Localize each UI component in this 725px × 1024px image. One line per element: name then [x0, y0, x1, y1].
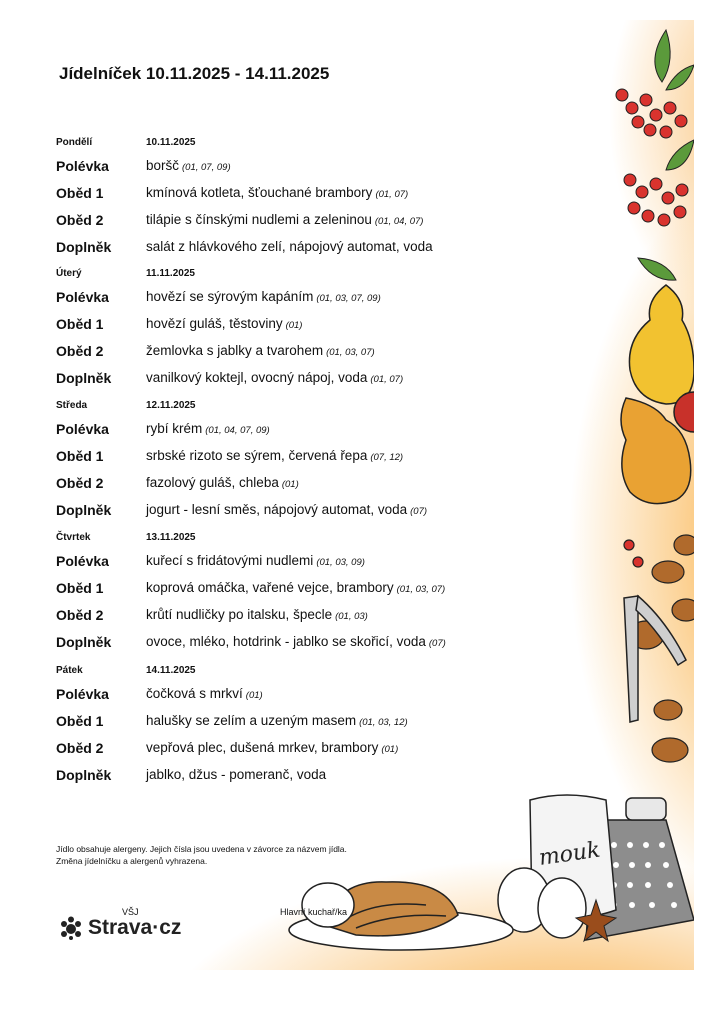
strava-logo	[59, 913, 181, 943]
day-name: Pondělí	[56, 137, 93, 148]
meal-dish	[146, 607, 368, 622]
allergen-codes: (07, 12)	[370, 452, 404, 463]
dish-name: halušky se zelím a uzeným masem	[146, 713, 357, 728]
dish-name: koprová omáčka, vařené vejce, brambory	[146, 580, 394, 595]
menu-page	[26, 20, 694, 970]
dish-name: jablko, džus - pomeranč, voda	[146, 767, 327, 782]
meal-label: Oběd 2	[56, 740, 104, 756]
meal-dish	[146, 767, 326, 782]
allergen-note	[56, 843, 347, 867]
dish-name: kuřecí s fridátovými nudlemi	[146, 553, 314, 568]
day-name: Úterý	[56, 268, 82, 279]
dish-name: tilápie s čínskými nudlemi a zeleninou	[146, 212, 372, 227]
dish-name: rybí krém	[146, 421, 203, 436]
meal-label: Oběd 2	[56, 343, 104, 359]
meal-dish	[146, 553, 365, 568]
page-title: Jídelníček 10.11.2025 - 14.11.2025	[59, 64, 330, 83]
allergen-codes: (01, 04, 07)	[374, 216, 424, 227]
meal-label: Doplněk	[56, 239, 112, 255]
allergen-codes: (07)	[428, 638, 446, 649]
allergen-note-line2: Změna jídelníčku a alergenů vyhrazena.	[56, 856, 208, 866]
meal-dish	[146, 740, 398, 755]
meal-label: Oběd 1	[56, 185, 104, 201]
dish-name: salát z hlávkového zelí, nápojový automat, voda	[146, 239, 433, 254]
chef-signature-label: Hlavní kuchař/ka	[280, 907, 348, 917]
meal-label: Doplněk	[56, 502, 112, 518]
allergen-codes: (01, 03, 07)	[396, 584, 446, 595]
day-name: Pátek	[56, 665, 83, 676]
meal-dish	[146, 580, 445, 595]
dish-name: boršč	[146, 158, 180, 173]
meal-dish	[146, 239, 433, 254]
dish-name: kmínová kotleta, šťouchané brambory	[146, 185, 373, 200]
meal-label: Polévka	[56, 421, 109, 437]
logo-text: Strava·cz	[88, 916, 182, 939]
meal-label: Oběd 1	[56, 448, 104, 464]
allergen-codes: (01, 03, 07)	[326, 347, 375, 358]
dish-name: krůtí nudličky po italsku, špecle	[146, 607, 333, 622]
meal-dish	[146, 316, 302, 331]
allergen-codes: (01)	[245, 690, 263, 701]
day-name: Středa	[56, 400, 88, 411]
meal-label: Oběd 2	[56, 475, 104, 491]
meal-dish	[146, 686, 263, 701]
dish-name: vanilkový koktejl, ovocný nápoj, voda	[146, 370, 368, 385]
dish-name: srbské rizoto se sýrem, červená řepa	[146, 448, 368, 463]
school-name: VŠJ	[122, 907, 139, 917]
dish-name: hovězí se sýrovým kapáním	[146, 289, 314, 304]
dish-name: vepřová plec, dušená mrkev, brambory	[146, 740, 379, 755]
day-date: 10.11.2025	[146, 137, 196, 148]
allergen-codes: (01)	[381, 744, 399, 755]
meal-dish	[146, 475, 299, 490]
meal-label: Doplněk	[56, 634, 112, 650]
meal-label: Oběd 2	[56, 607, 104, 623]
allergen-codes: (01)	[281, 479, 299, 490]
dish-name: ovoce, mléko, hotdrink - jablko se skořicí, voda	[146, 634, 426, 649]
dish-name: fazolový guláš, chleba	[146, 475, 279, 490]
meal-label: Polévka	[56, 289, 109, 305]
meal-label: Oběd 1	[56, 580, 104, 596]
meal-label: Oběd 1	[56, 316, 104, 332]
day-name: Čtvrtek	[56, 532, 91, 543]
meal-dish	[146, 502, 427, 517]
allergen-codes: (01, 04, 07, 09)	[205, 425, 270, 436]
leaf-icon	[638, 30, 694, 280]
meal-label: Oběd 2	[56, 212, 104, 228]
day-date: 12.11.2025	[146, 400, 196, 411]
dish-name: hovězí guláš, těstoviny	[146, 316, 283, 331]
meal-label: Polévka	[56, 553, 109, 569]
allergen-codes: (07)	[410, 506, 428, 517]
meal-dish	[146, 421, 270, 436]
allergen-codes: (01, 07)	[375, 189, 409, 200]
meal-dish	[146, 370, 403, 385]
day-date: 14.11.2025	[146, 665, 196, 676]
meal-label: Polévka	[56, 158, 109, 174]
meal-label: Polévka	[56, 686, 109, 702]
meal-label: Doplněk	[56, 767, 112, 783]
meal-dish	[146, 713, 408, 728]
allergen-codes: (01, 07, 09)	[182, 162, 231, 173]
bag-label: mouk	[537, 837, 602, 871]
meal-label: Doplněk	[56, 370, 112, 386]
dish-name: jogurt - lesní směs, nápojový automat, voda	[146, 502, 408, 517]
food-illustration	[26, 20, 694, 970]
allergen-codes: (01, 03)	[335, 611, 368, 622]
meal-dish	[146, 343, 375, 358]
day-date: 13.11.2025	[146, 532, 196, 543]
allergen-codes: (01, 03, 09)	[316, 557, 365, 568]
allergen-note-line1: Jídlo obsahuje alergeny. Jejich čísla jsou uvedena v závorce za názvem jídla.	[56, 844, 347, 854]
dish-name: čočková s mrkví	[146, 686, 243, 701]
dish-name: žemlovka s jablky a tvarohem	[146, 343, 324, 358]
allergen-codes: (01, 03, 12)	[359, 717, 408, 728]
allergen-codes: (01, 03, 07, 09)	[316, 293, 381, 304]
meal-dish	[146, 212, 423, 227]
meal-dish	[146, 158, 231, 173]
meal-dish	[146, 289, 381, 304]
meal-dish	[146, 634, 446, 649]
meal-label: Oběd 1	[56, 713, 104, 729]
day-date: 11.11.2025	[146, 268, 195, 279]
meal-dish	[146, 448, 403, 463]
allergen-codes: (01, 07)	[370, 374, 404, 385]
meal-dish	[146, 185, 408, 200]
pear-icon	[621, 285, 694, 504]
allergen-codes: (01)	[285, 320, 303, 331]
paw-icon	[59, 916, 83, 940]
